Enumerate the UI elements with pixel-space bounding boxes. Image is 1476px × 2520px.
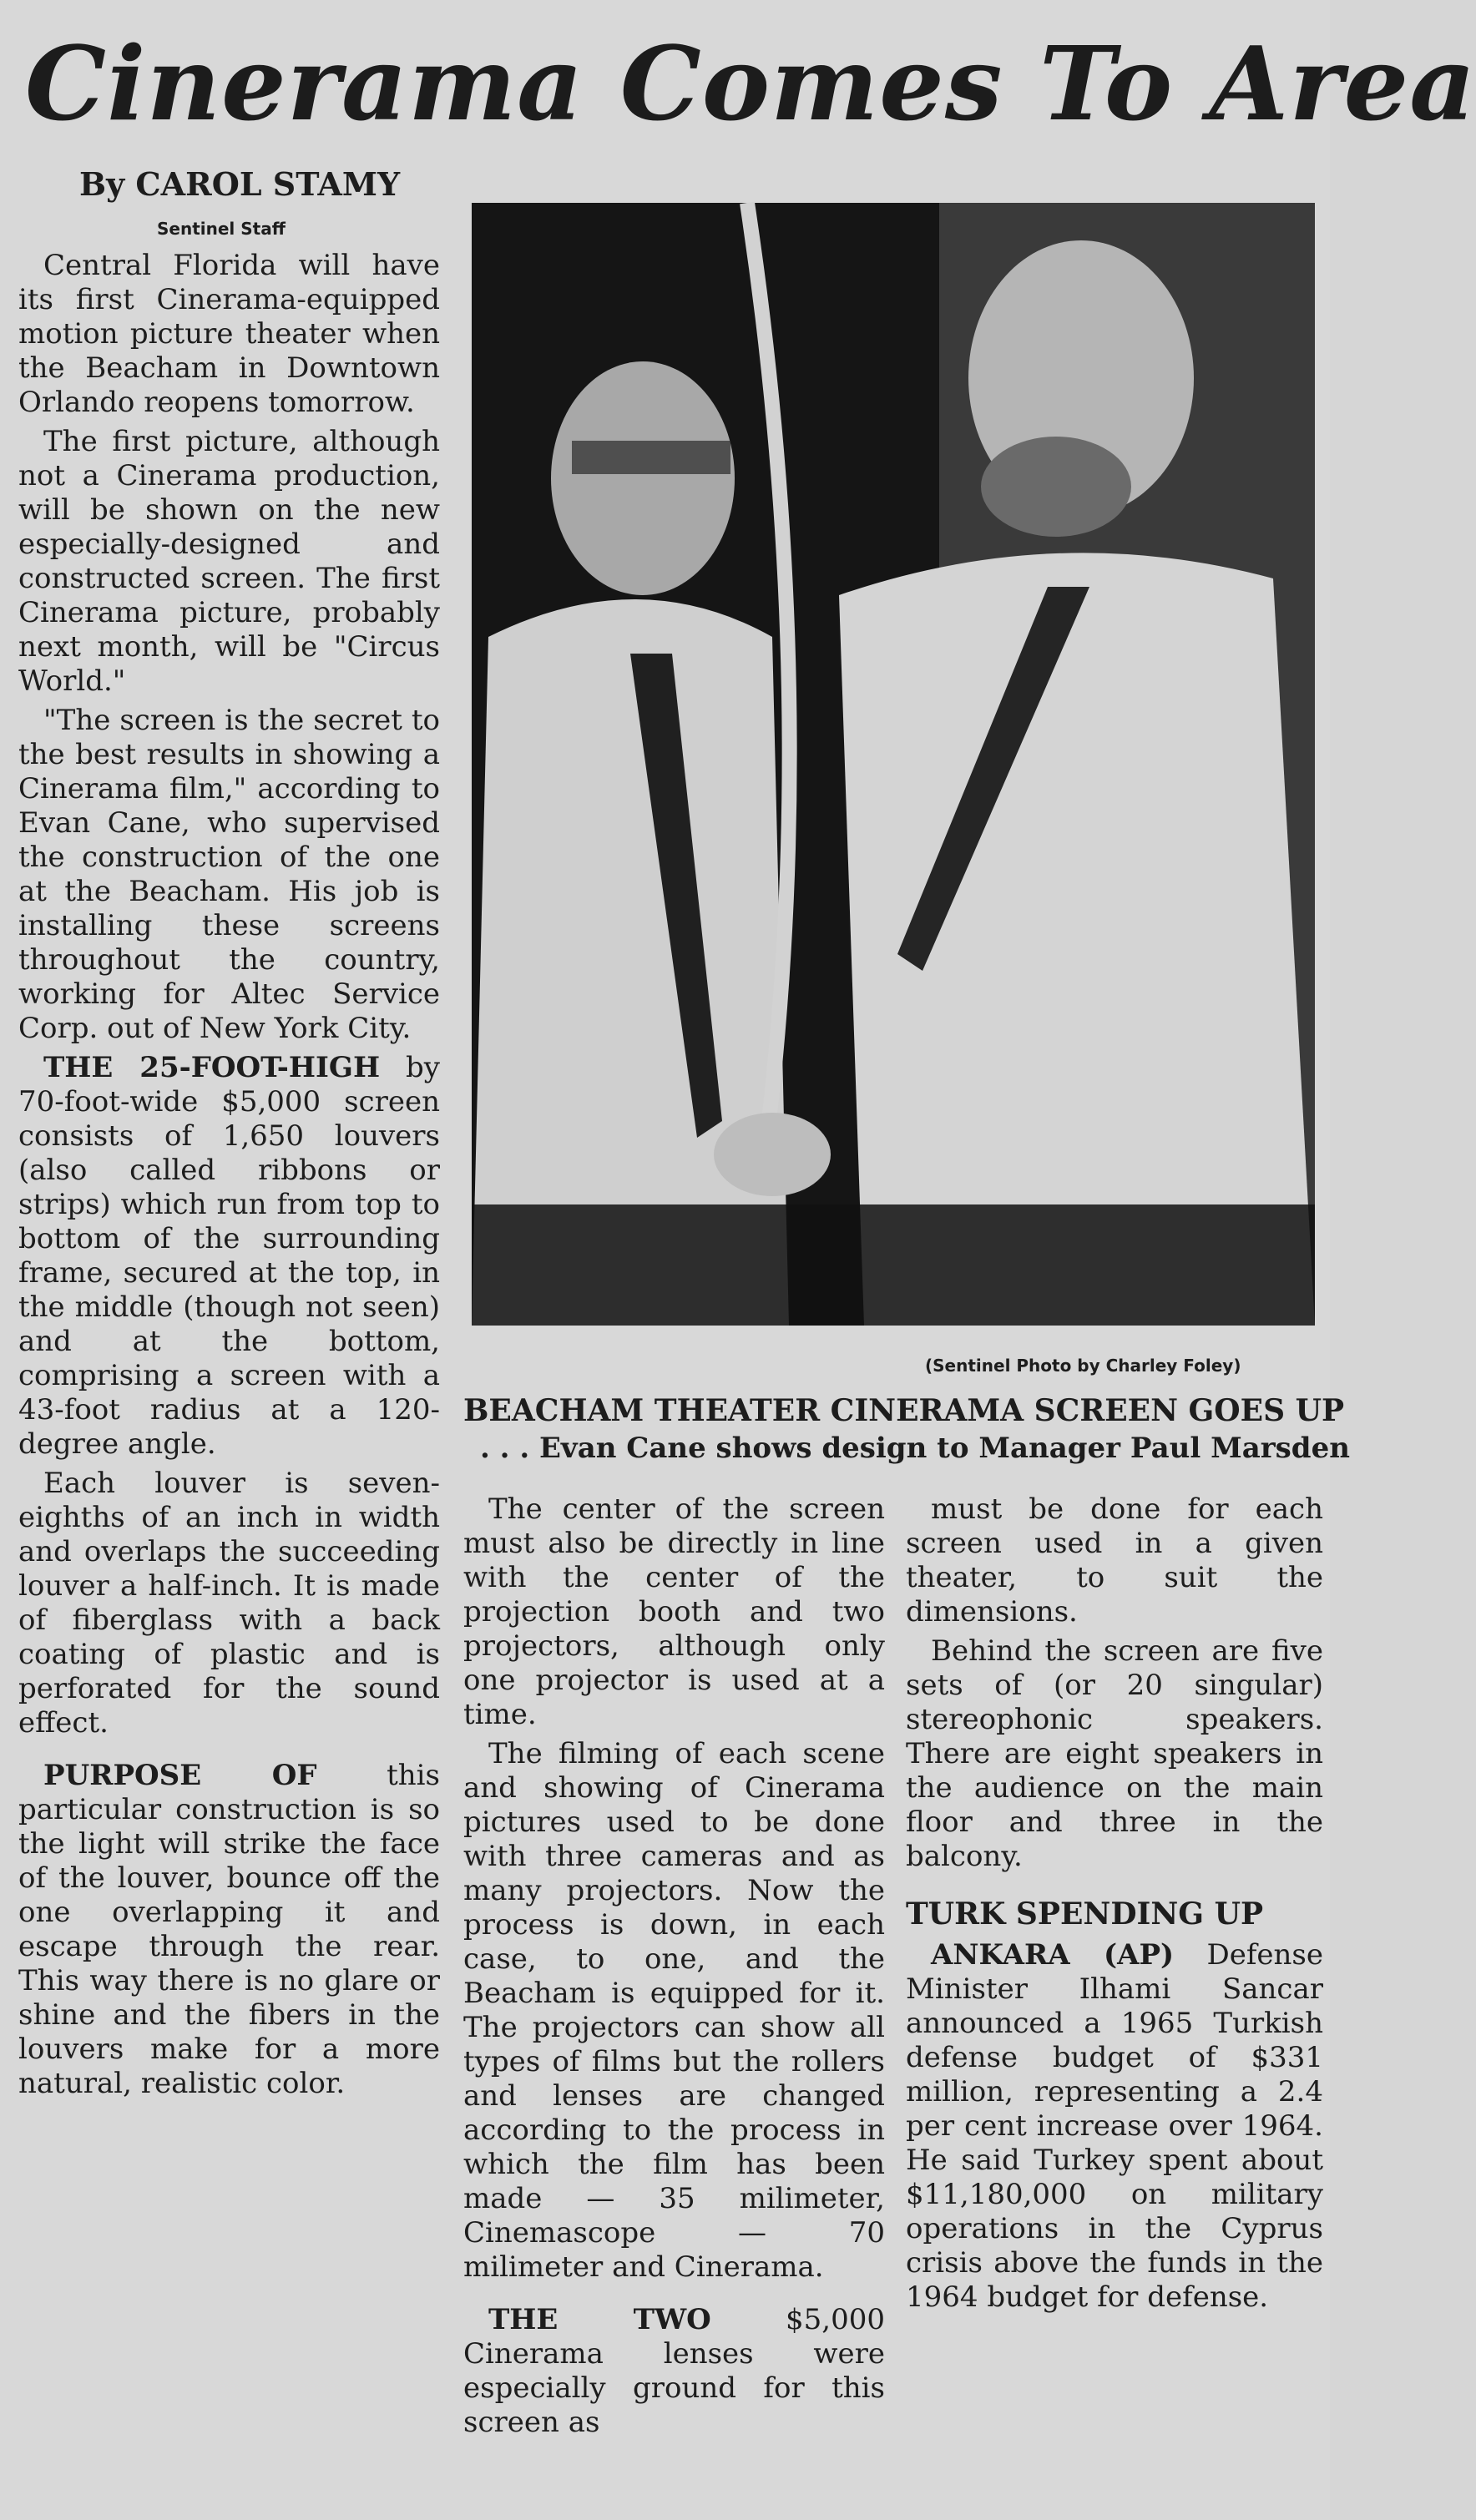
brief-body: Defense Minister Ilhami Sancar announced a 1965 Turkish defense budget of $331 million, representing a 2.4 per cent increase over 1964. He said Turkey spent about $11,180,000 on military operations in the Cyprus crisis above the funds in the 1964 budget for defense. [906,1938,1323,2314]
paragraph-body: $5,000 Cinerama lenses were especially ground for this screen as [463,2303,885,2439]
article-column-2 [463,1492,885,2445]
photo-caption-subtitle: . . . Evan Cane shows design to Manager Paul Marsden [480,1432,1350,1465]
paragraph: Each louver is seven-eighths of an inch in width and overlaps the succeeding louver a half-inch. It is made of fiberglass with a back coating of plastic and is perforated for the sound effect. [18,1467,440,1740]
byline: By CAROL STAMY [79,165,401,203]
article-column-1 [18,249,440,2106]
article-column-3 [906,1492,1323,2320]
paragraph [18,1051,440,1462]
paragraph [463,2303,885,2440]
paragraph: The filming of each scene and showing of Cinerama pictures used to be done with three cameras and as many projectors. Now the process is down, in each case, to one, and the Beacham is equipped for it. The projectors can show all types of films but the rollers and lenses are changed according to the process in which the film has been made — 35 milimeter, Cinemascope — 70 milimeter and Cinerama. [463,1737,885,2284]
paragraph: Central Florida will have its first Cinerama-equipped motion picture theater when the Beacham in Downtown Orlando reopens tomorrow. [18,249,440,419]
byline-staff: Sentinel Staff [157,219,286,239]
paragraph: must be done for each screen used in a given theater, to suit the dimensions. [906,1492,1323,1629]
paragraph-lead: THE 25-FOOT-HIGH [43,1051,381,1084]
paragraph-lead: PURPOSE OF [43,1759,317,1792]
paragraph-lead: THE TWO [488,2303,711,2336]
paragraph: Behind the screen are five sets of (or 20 singular) stereophonic speakers. There are eight speakers in the audience on the main floor and three in the balcony. [906,1634,1323,1873]
news-photo [472,203,1315,1326]
paragraph-body: by 70-foot-wide $5,000 screen consists of 1,650 louvers (also called ribbons or strips) which run from top to bottom of the surrounding frame, secured at the top, in the middle (though not seen) and at the bottom, comprising a screen with a 43-foot radius at a 120-degree angle. [18,1051,441,1461]
brief-paragraph [906,1938,1323,2315]
brief-dateline: ANKARA (AP) [931,1938,1175,1972]
paragraph-body: this particular construction is so the light will strike the face of the louver, bounce off the one overlapping it and escape through the rear. This way there is no glare or shine and the fibers in the louvers make for a more natural, realistic color. [18,1759,440,2100]
brief-headline: TURK SPENDING UP [906,1896,1264,1932]
paragraph [18,1759,440,2101]
photo-credit: (Sentinel Photo by Charley Foley) [925,1356,1241,1376]
photo-caption-title: BEACHAM THEATER CINERAMA SCREEN GOES UP [463,1393,1345,1428]
headline: Cinerama Comes To Area [25,23,1476,144]
paragraph: The center of the screen must also be directly in line with the center of the projection booth and two projectors, although only one projector is used at a time. [463,1492,885,1731]
paragraph: The first picture, although not a Cinerama production, will be shown on the new especially-designed and constructed screen. The first Cinerama picture, probably next month, will be "Circus World." [18,425,440,698]
paragraph: "The screen is the secret to the best results in showing a Cinerama film," according to Evan Cane, who supervised the construction of the one at the Beacham. His job is installing these screens throughout the country, working for Altec Service Corp. out of New York City. [18,704,440,1045]
photo-image [472,203,1315,1326]
